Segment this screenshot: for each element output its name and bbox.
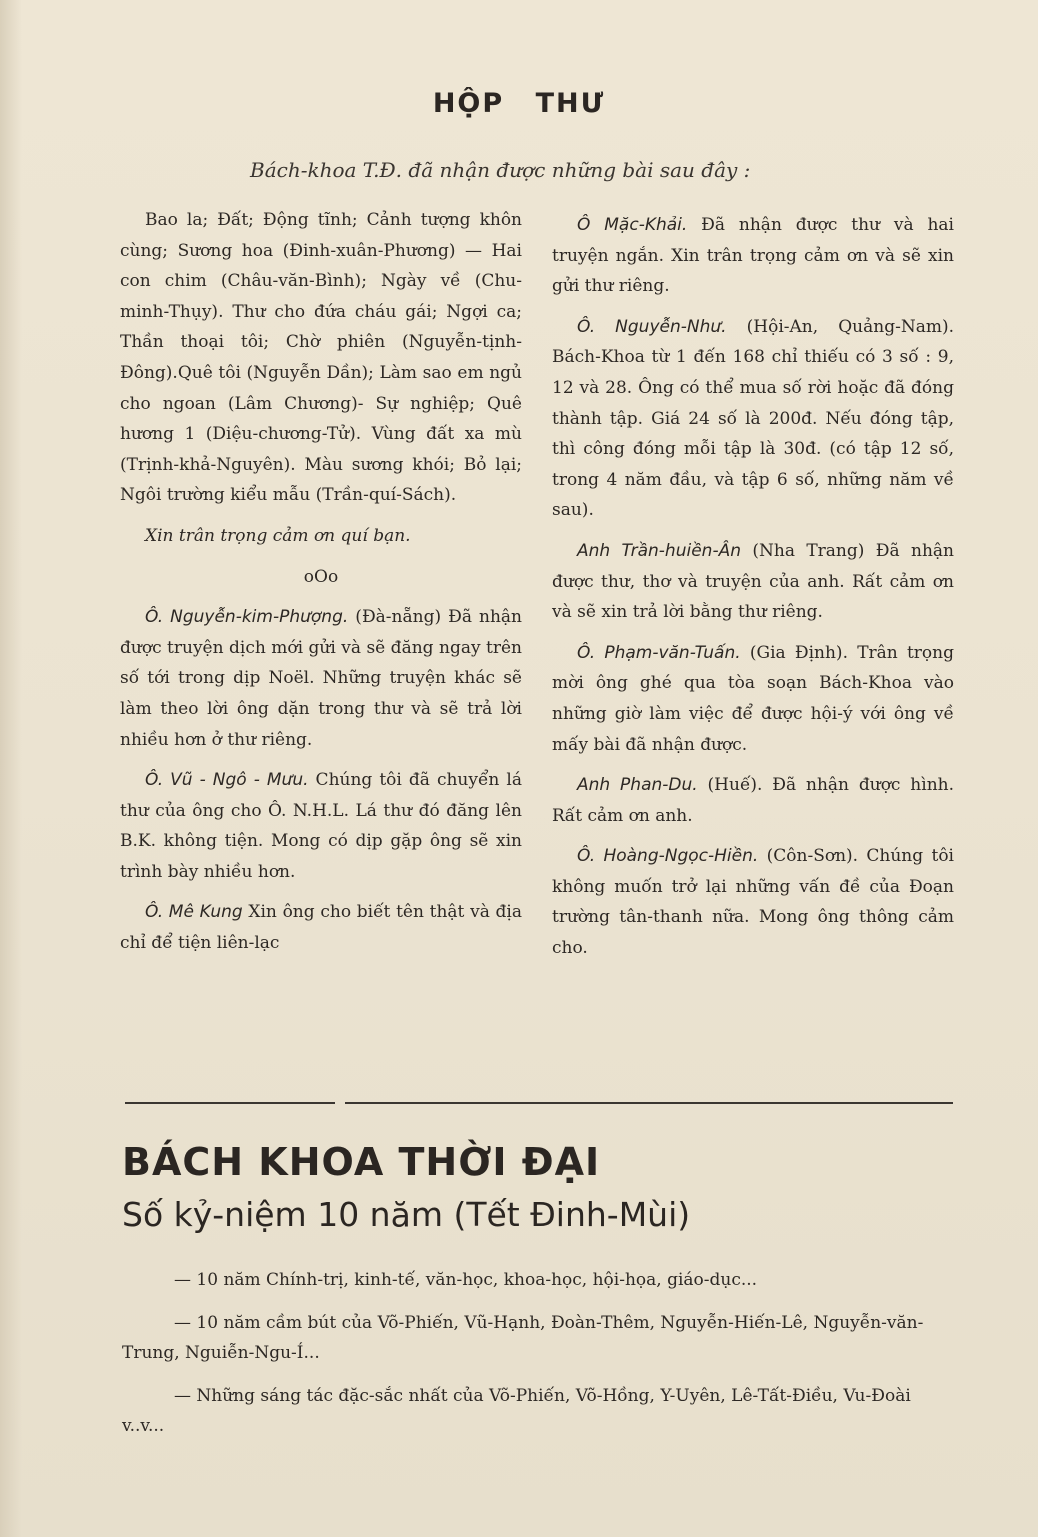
letter-text: (Đà-nẵng) Đã nhận được truyện dịch mới gửi và sẽ đăng ngay trên số tới trong dịp Noël. Những truyện khác sẽ làm theo lời ông dặn trong thư và sẽ trả lời nhiều hơn ở thư riêng. <box>120 607 522 750</box>
received-works-list: Bao la; Đất; Động tĩnh; Cảnh tượng khôn cùng; Sương hoa (Đinh-xuân-Phương) — Hai con chim (Châu-văn-Bình); Ngày về (Chu-minh-Thụy). Thư cho đứa cháu gái; Ngợi ca; Thần thoại tôi; Chờ phiên (Nguyễn-tịnh-Đông).Quê tôi (Nguyễn Dần); Làm sao em ngủ cho ngoan (Lâm Chương)- Sự nghiệp; Quê hương 1 (Diệu-chương-Tử). Vùng đất xa mù (Trịnh-khả-Nguyên). Màu sương khói; Bỏ lại; Ngôi trường kiểu mẫu (Trần-quí-Sách). <box>120 210 522 506</box>
letter-text: Xin ông cho biết tên thật và địa chỉ để tiện liên-lạc <box>120 902 522 954</box>
title-word-2: THƯ <box>535 88 606 119</box>
torn-page-edge <box>0 0 22 1537</box>
letter-item <box>120 897 522 958</box>
letter-text: (Huế). Đã nhận được hình. Rất cảm ơn anh. <box>552 775 954 826</box>
advert-line: — 10 năm cầm bút của Võ-Phiến, Vũ-Hạnh, Đoàn-Thêm, Nguyễn-Hiến-Lê, Nguyễn-văn-Trung, Nguiễn-Ngu-Í... <box>122 1313 924 1363</box>
recipient-name: Anh Phan-Du. <box>577 775 698 796</box>
letter-item <box>552 770 954 831</box>
letter-item <box>552 841 954 963</box>
left-column <box>120 205 522 969</box>
letter-text: (Nha Trang) Đã nhận được thư, thơ và truyện của anh. Rất cảm ơn và sẽ xin trả lời bằng thư riêng. <box>552 540 954 623</box>
advert-line: — Những sáng tác đặc-sắc nhất của Võ-Phiến, Võ-Hồng, Y-Uyên, Lê-Tất-Điều, Vu-Đoài v..v... <box>122 1386 911 1436</box>
letter-text: Chúng tôi đã chuyển lá thư của ông cho Ô. N.H.L. Lá thư đó đăng lên B.K. không tiện. Mong có dịp gặp ông sẽ xin trình bày nhiều hơn. <box>120 770 522 882</box>
advert-title: BÁCH KHOA THỜI ĐẠI <box>122 1140 601 1184</box>
letter-text: Đã nhận được thư và hai truyện ngắn. Xin trân trọng cảm ơn và sẽ xin gửi thư riêng. <box>552 215 954 297</box>
advert-subtitle: Số kỷ-niệm 10 năm (Tết Đinh-Mùi) <box>122 1195 691 1234</box>
letter-text: (Gia Định). Trân trọng mời ông ghé qua tòa soạn Bách-Khoa vào những giờ làm việc để được hội-ý với ông về mấy bài đã nhận được. <box>552 642 954 755</box>
advert-line: — 10 năm Chính-trị, kinh-tế, văn-học, khoa-học, hội-họa, giáo-dục... <box>174 1270 758 1290</box>
advert-contents <box>122 1265 954 1454</box>
thanks-text: Xin trân trọng cảm ơn quí bạn. <box>145 525 411 546</box>
section-separator: oOo <box>303 566 339 587</box>
letter-item <box>120 765 522 887</box>
letter-text: (Hội-An, Quảng-Nam). Bách-Khoa từ 1 đến 168 chỉ thiếu có 3 số : 9, 12 và 28. Ông có thể mua số rời hoặc đã đóng thành tập. Giá 24 số là 200đ. Nếu đóng tập, thì công đóng mỗi tập là 30đ. (có tập 12 số, trong 4 năm đầu, và tập 6 số, những năm về sau). <box>552 316 954 521</box>
divider-rule <box>125 1102 335 1104</box>
letter-item <box>552 638 954 760</box>
thanks-line <box>120 521 522 552</box>
divider-rule <box>345 1102 953 1104</box>
recipient-name: Ô. Hoàng-Ngọc-Hiền. <box>577 846 759 867</box>
title-word-1: HỘP <box>432 88 505 119</box>
recipient-name: Anh Trần-huiền-Ân <box>577 540 741 561</box>
letter-item <box>552 210 954 302</box>
letter-item <box>120 602 522 755</box>
recipient-name: Ô Mặc-Khải. <box>577 215 688 235</box>
recipient-name: Ô. Vũ - Ngô - Mưu. <box>145 770 309 791</box>
letter-item <box>552 312 954 526</box>
page-title <box>0 88 1038 119</box>
recipient-name: Ô. Phạm-văn-Tuấn. <box>577 642 741 663</box>
letter-text: (Côn-Sơn). Chúng tôi không muốn trở lại những vấn đề của Đoạn trường tân-thanh nữa. Mong ông thông cảm cho. <box>552 846 954 959</box>
letter-item <box>552 536 954 628</box>
recipient-name: Ô. Mê Kung <box>145 902 243 923</box>
recipient-name: Ô. Nguyễn-kim-Phượng. <box>145 607 349 628</box>
right-column <box>552 210 954 974</box>
recipient-name: Ô. Nguyễn-Như. <box>577 316 727 337</box>
intro-line: Bách-khoa T.Đ. đã nhận được những bài sau đây : <box>250 158 751 182</box>
